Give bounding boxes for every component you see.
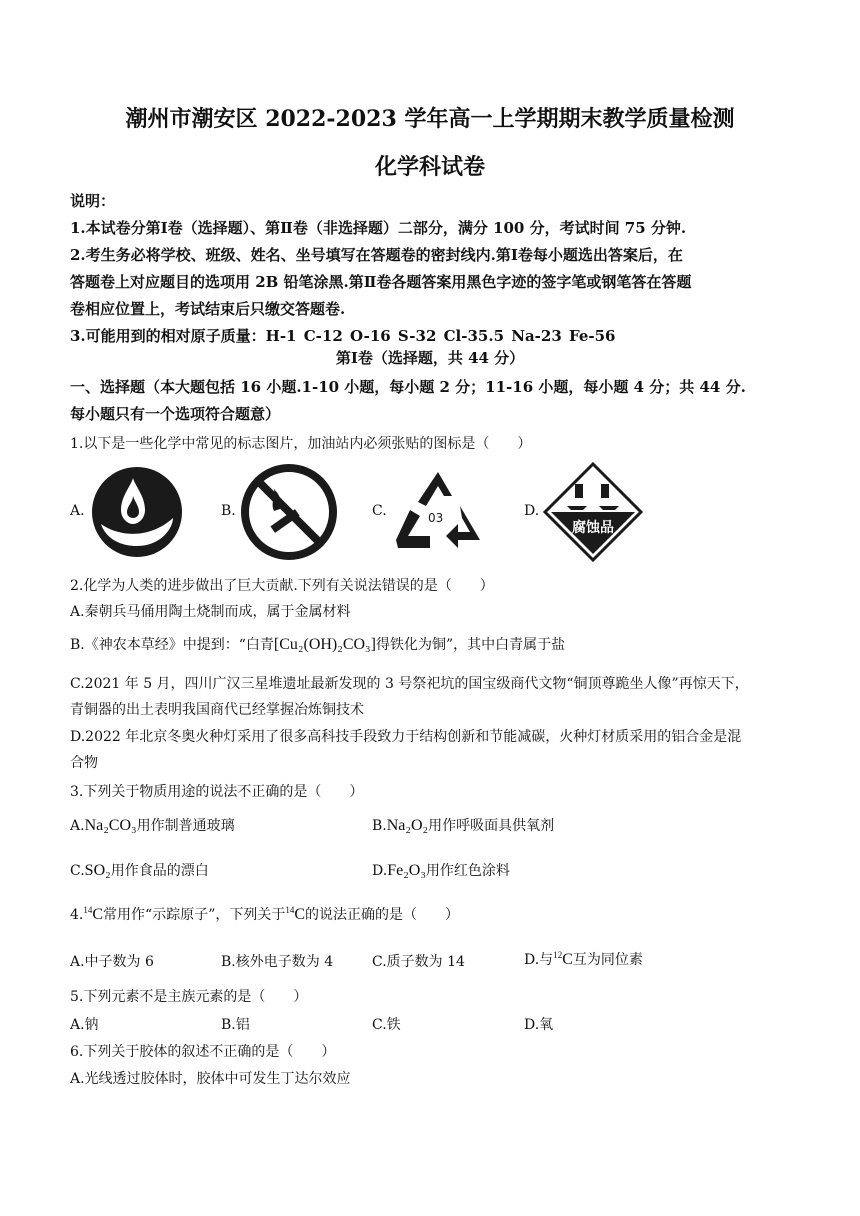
q4-isotope-2: $^{14}$C xyxy=(285,905,306,923)
q6-stem: 6.下列关于胶体的叙述不正确的是（ ） xyxy=(70,1044,336,1060)
section-intro-1: 一、选择题（本大题包括 16 小题.1-10 小题，每小题 2 分；11-16 小题，每小题 4 分；共 44 分. xyxy=(70,378,746,396)
q3-option-c: C.SO₂用作食品的漂白 xyxy=(70,862,209,879)
q4-option-d: D.与$^{12}$C互为同位素 xyxy=(524,950,643,968)
corrosive-label: 腐蚀品 xyxy=(572,520,614,536)
q2-option-c1: C.2021 年 5 月，四川广汉三星堆遗址最新发现的 3 号祭祀坑的国宝级商代文物“铜顶尊跪坐人像”再惊天下， xyxy=(70,676,749,692)
q2-stem: 2.化学为人类的进步做出了巨大贡献.下列有关说法错误的是（ ） xyxy=(70,578,494,594)
q1-label-c: C. xyxy=(372,503,387,519)
note-2b: 答题卷上对应题目的选项用 2B 铅笔涂黑.第Ⅱ卷各题答案用黑色字迹的签字笔或钢笔答在答题 xyxy=(70,273,692,291)
flammable-liquid-icon xyxy=(91,466,183,558)
q4-option-b: B.核外电子数为 4 xyxy=(221,954,334,970)
note-3: 3.可能用到的相对原子质量：H-1 C-12 O-16 S-32 Cl-35.5 Na-23 Fe-56 xyxy=(70,327,616,345)
q1-stem: 1.以下是一些化学中常见的标志图片，加油站内必须张贴的图标是（ ） xyxy=(70,436,532,452)
no-smoking-icon xyxy=(240,463,338,561)
corrosive-icon xyxy=(543,462,643,562)
q3-option-d: D.Fe₂O₃用作红色涂料 xyxy=(372,862,510,879)
q5-option-a: A.钠 xyxy=(70,1017,99,1033)
section-intro-2: 每小题只有一个选项符合题意） xyxy=(70,405,281,423)
q6-option-a: A.光线透过胶体时，胶体中可发生丁达尔效应 xyxy=(70,1071,351,1087)
q2-option-c2: 青铜器的出土表明我国商代已经掌握冶炼铜技术 xyxy=(70,702,364,718)
q3-option-b: B.Na₂O₂用作呼吸面具供氧剂 xyxy=(372,817,555,834)
recycle-icon xyxy=(390,466,486,556)
exam-title: 潮州市潮安区 2022-2023 学年高一上学期期末教学质量检测 xyxy=(125,106,735,132)
q1-label-a: A. xyxy=(70,503,85,519)
notes-heading: 说明： xyxy=(70,192,116,210)
q1-label-d: D. xyxy=(524,503,540,519)
q3-option-a: A.Na₂CO₃用作制普通玻璃 xyxy=(70,817,235,834)
note-2c: 卷相应位置上，考试结束后只缴交答题卷. xyxy=(70,300,346,318)
q2-option-b: B.《神农本草经》中提到：“白青[Cu₂(OH)₂CO₃]得铁化为铜”，其中白青属于盐 xyxy=(70,636,566,653)
recycle-code: 03 xyxy=(428,511,444,525)
q4-isotope-1: $^{14}$C xyxy=(83,905,104,923)
q2-option-d2: 合物 xyxy=(70,755,98,771)
q4-option-c: C.质子数为 14 xyxy=(372,954,465,970)
q3-stem: 3.下列关于物质用途的说法不正确的是（ ） xyxy=(70,784,364,800)
q4-stem: 4.14C常用作“示踪原子”，下列关于$^{14}$C的说法正确的是（ ） xyxy=(70,905,460,923)
q4-option-a: A.中子数为 6 xyxy=(70,954,154,970)
section-title: 第Ⅰ卷（选择题，共 44 分） xyxy=(335,349,525,367)
q5-option-b: B.铝 xyxy=(221,1017,250,1033)
q1-label-b: B. xyxy=(221,503,236,519)
q2-option-d1: D.2022 年北京冬奥火种灯采用了很多高科技手段致力于结构创新和节能减碳，火种灯材质采用的铝合金是混 xyxy=(70,729,742,745)
q5-option-c: C.铁 xyxy=(372,1017,401,1033)
note-2a: 2.考生务必将学校、班级、姓名、坐号填写在答题卷的密封线内.第Ⅰ卷每小题选出答案后，在 xyxy=(70,246,683,264)
q2-option-a: A.秦朝兵马俑用陶土烧制而成，属于金属材料 xyxy=(70,604,351,620)
exam-subject: 化学科试卷 xyxy=(374,154,485,180)
q5-stem: 5.下列元素不是主族元素的是（ ） xyxy=(70,989,308,1005)
q2-formula: [Cu₂(OH)₂CO₃] xyxy=(273,636,376,653)
note-1: 1.本试卷分第Ⅰ卷（选择题）、第Ⅱ卷（非选择题）二部分，满分 100 分，考试时间 75 分钟. xyxy=(70,219,687,237)
q5-option-d: D.氧 xyxy=(524,1017,554,1033)
